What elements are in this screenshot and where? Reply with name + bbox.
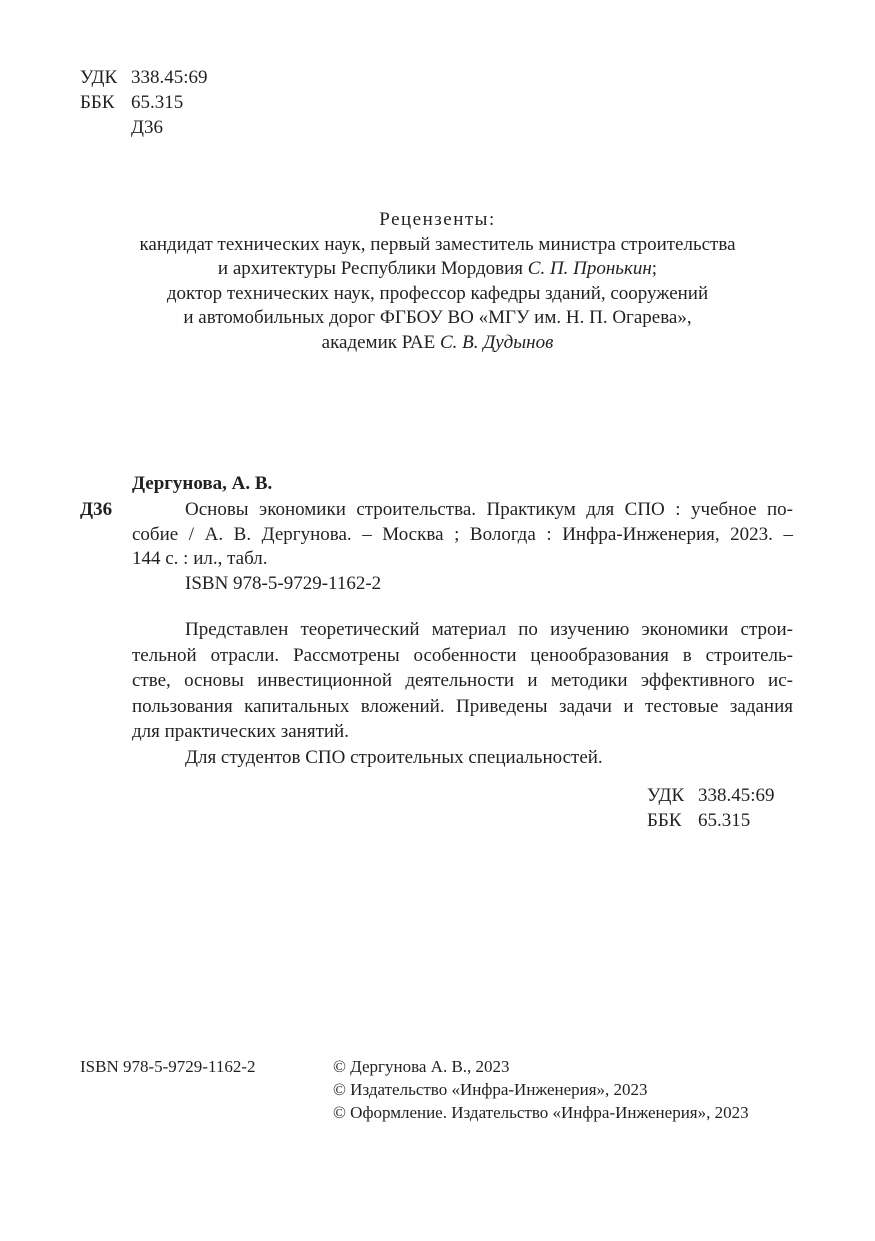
- copyright-author: © Дергунова А. В., 2023: [333, 1057, 510, 1076]
- copyright-block: [333, 1055, 749, 1124]
- annotation-audience: Для студентов СПО строительных специальностей.: [185, 746, 603, 768]
- record-line-2: собие / А. В. Дергунова. – Москва ; Вологда : Инфра-Инженерия, 2023. –: [132, 523, 793, 545]
- udk-value: 338.45:69: [131, 67, 208, 88]
- annotation-line-4: пользования капитальных вложений. Приведены задачи и тестовые задания: [132, 695, 793, 717]
- reviewer-line-3: доктор технических наук, профессор кафедры зданий, сооружений: [166, 282, 709, 304]
- reviewer-line-5: [0, 331, 875, 356]
- bbk-row-bottom: [647, 809, 775, 834]
- reviewers-block: [0, 208, 875, 356]
- bbk-row: [80, 91, 208, 116]
- reviewer-name-2: С. В. Дудынов: [439, 331, 554, 353]
- reviewers-heading: Рецензенты:: [379, 209, 496, 230]
- bbk-value-bottom: 65.315: [698, 810, 751, 831]
- reviewer-line-5-text: академик РАЕ: [321, 331, 440, 353]
- reviewer-line-2: [0, 257, 875, 282]
- classification-codes-bottom: [647, 784, 775, 834]
- bbk-label: ББК: [80, 92, 115, 113]
- bbk-value: 65.315: [131, 92, 184, 113]
- annotation-line-5: для практических занятий.: [132, 721, 349, 742]
- record-line-1: Основы экономики строительства. Практикум для СПО : учебное по-: [185, 499, 793, 520]
- udk-label: УДК: [80, 67, 118, 88]
- reviewer-line-4: и автомобильных дорог ФГБОУ ВО «МГУ им. Н. П. Огарева»,: [183, 307, 692, 329]
- udk-row-bottom: [647, 784, 775, 809]
- reviewer-name-1: С. П. Пронькин: [527, 258, 652, 280]
- record-author: Дергунова, А. В.: [132, 473, 273, 494]
- record-line-3: 144 с. : ил., табл.: [132, 548, 268, 570]
- footer-isbn: ISBN 978-5-9729-1162-2: [80, 1057, 256, 1076]
- copyright-publisher: © Издательство «Инфра-Инженерия», 2023: [333, 1080, 648, 1099]
- record-description: [132, 498, 793, 572]
- reviewer-line-2-end: ;: [651, 258, 658, 280]
- classification-codes-top: [80, 66, 208, 141]
- annotation-line-1: Представлен теоретический материал по изучению экономики строи-: [185, 619, 793, 640]
- udk-label-bottom: УДК: [647, 785, 685, 806]
- annotation-line-3: стве, основы инвестиционной деятельности и методики эффективного ис-: [132, 670, 793, 691]
- author-mark: Д36: [131, 117, 163, 138]
- udk-row: [80, 66, 208, 91]
- reviewer-line-1: кандидат технических наук, первый заместитель министра строительства: [139, 233, 736, 255]
- annotation-line-2: тельной отрасли. Рассмотрены особенности ценообразования в строитель-: [132, 644, 793, 666]
- bbk-label-bottom: ББК: [647, 810, 682, 831]
- udk-value-bottom: 338.45:69: [698, 785, 775, 806]
- copyright-design: © Оформление. Издательство «Инфра-Инженерия», 2023: [333, 1103, 749, 1122]
- annotation: [132, 618, 793, 771]
- reviewer-line-2-text: и архитектуры Республики Мордовия: [217, 258, 528, 280]
- record-mark: Д36: [80, 499, 113, 520]
- record-isbn: ISBN 978-5-9729-1162-2: [185, 573, 382, 594]
